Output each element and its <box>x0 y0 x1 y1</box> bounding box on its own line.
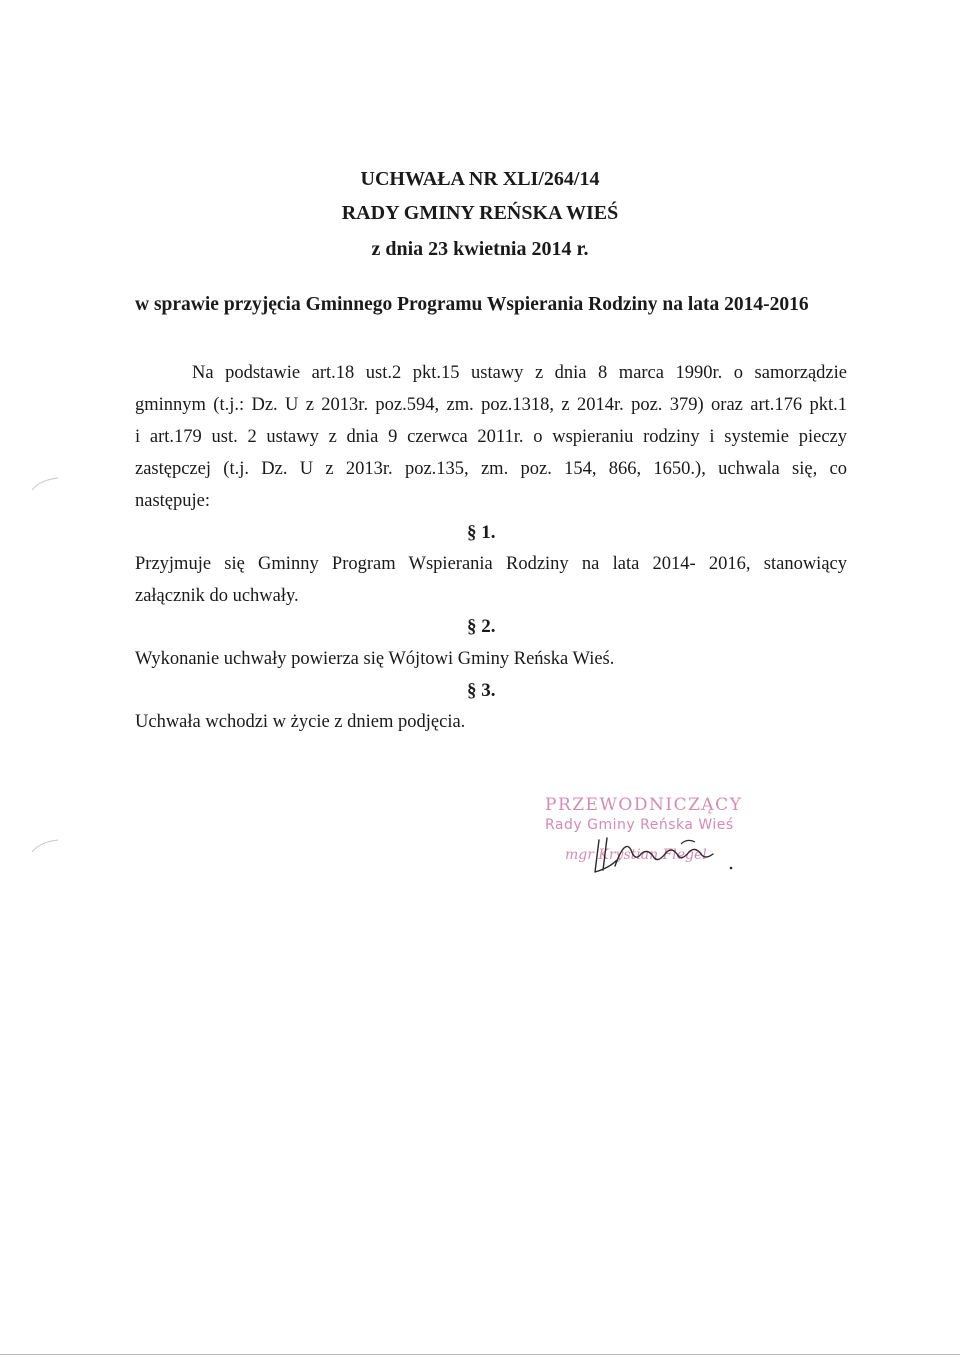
section-mark-3: § 3. <box>467 680 496 701</box>
preamble-line: gminnym (t.j.: Dz. U z 2013r. poz.594, zm. poz.1318, z 2014r. poz. 379) oraz art.176 pkt.1 <box>135 395 847 415</box>
council-name: RADY GMINY REŃSKA WIEŚ <box>341 202 619 224</box>
resolution-number: UCHWAŁA NR XLI/264/14 <box>360 168 600 190</box>
section-3-line: Uchwała wchodzi w życie z dniem podjęcia. <box>135 712 466 732</box>
section-1-line: załącznik do uchwały. <box>135 586 299 606</box>
stamp-subtitle: Rady Gminy Reńska Wieś <box>545 817 734 833</box>
scan-margin-mark <box>30 838 60 854</box>
stamp-title: PRZEWODNICZĄCY <box>545 795 743 815</box>
preamble-line: Na podstawie art.18 ust.2 pkt.15 ustawy z dnia 8 marca 1990r. o samorządzie <box>192 363 847 383</box>
section-mark-2: § 2. <box>467 616 496 637</box>
resolution-date: z dnia 23 kwietnia 2014 r. <box>371 238 589 260</box>
section-2-line: Wykonanie uchwały powierza się Wójtowi Gminy Reńska Wieś. <box>135 649 615 669</box>
preamble-line: i art.179 ust. 2 ustawy z dnia 9 czerwca 2011r. o wspieraniu rodziny i systemie pieczy <box>135 427 847 447</box>
resolution-subject: w sprawie przyjęcia Gminnego Programu Wspierania Rodziny na lata 2014-2016 <box>135 294 809 315</box>
stamp-name: mgr Krystian Flegel <box>565 847 707 863</box>
handwritten-signature <box>585 820 735 880</box>
section-mark-1: § 1. <box>467 522 496 543</box>
preamble-line: zastępczej (t.j. Dz. U z 2013r. poz.135, zm. poz. 154, 866, 1650.), uchwala się, co <box>135 459 847 479</box>
scan-margin-mark <box>30 476 60 492</box>
preamble-line: następuje: <box>135 491 211 511</box>
scan-bottom-edge <box>0 1354 960 1355</box>
section-1-line: Przyjmuje się Gminny Program Wspierania Rodziny na lata 2014- 2016, stanowiący <box>135 554 847 574</box>
